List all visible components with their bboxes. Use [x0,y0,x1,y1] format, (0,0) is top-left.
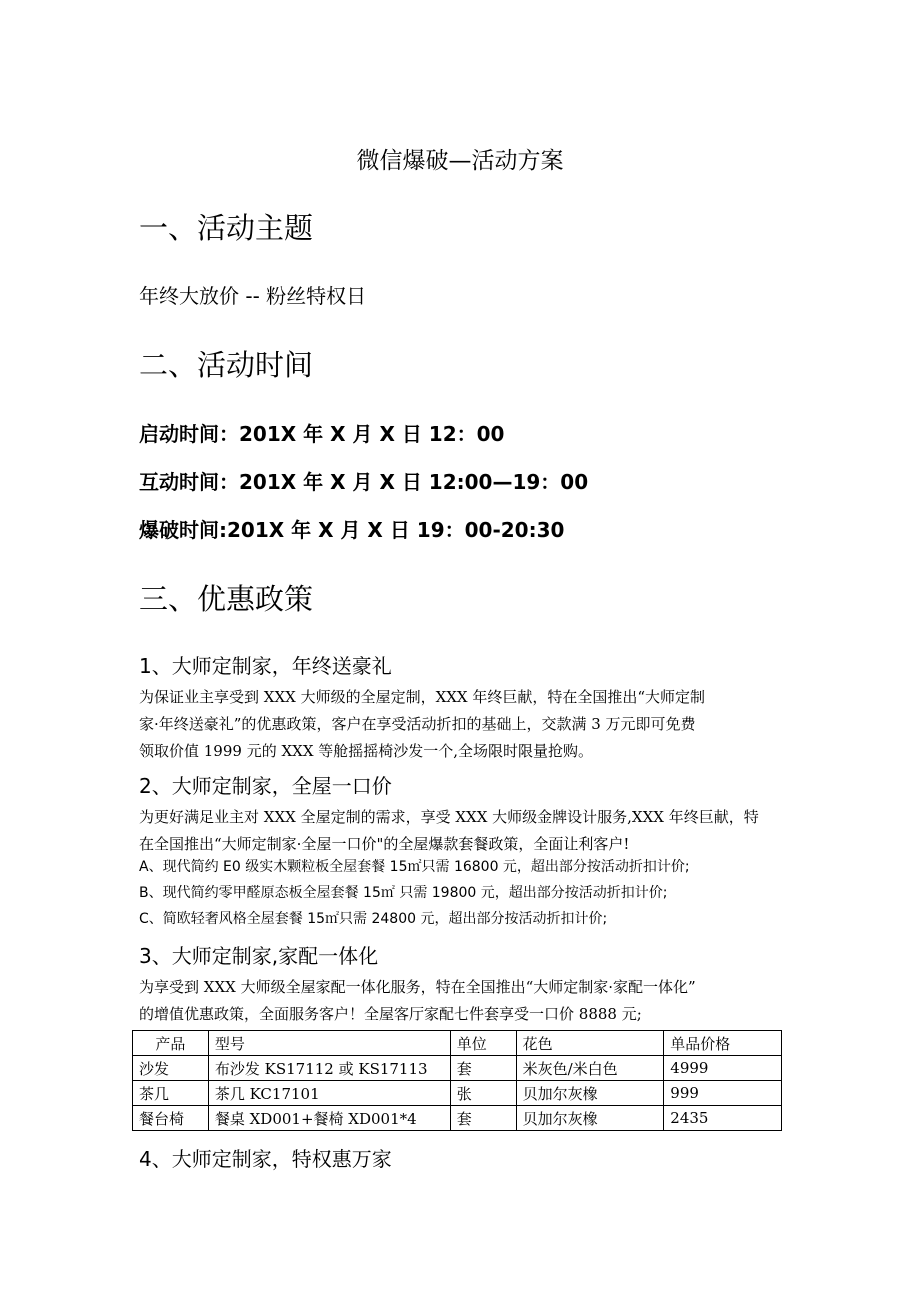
table-cell: 套 [450,1106,516,1131]
package-option-c: C、简欧轻奢风格全屋套餐 15㎡只需 24800 元，超出部分按活动折扣计价; [139,911,608,927]
table-cell: 999 [664,1081,782,1106]
table-cell: 餐桌 XD001+餐椅 XD001*4 [208,1106,450,1131]
paragraph-line: 在全国推出“大师定制家·全屋一口价"的全屋爆款套餐政策，全面让利客户! [139,835,630,853]
paragraph-line: 的增值优惠政策，全面服务客户！全屋客厅家配七件套享受一口价 8888 元; [139,1005,642,1023]
paragraph-line: 为保证业主享受到 XXX 大师级的全屋定制，XXX 年终巨献，特在全国推出“大师定制 [139,688,706,706]
table-cell: 茶几 [133,1081,209,1106]
table-header-cell: 单品价格 [664,1031,782,1056]
table-cell: 贝加尔灰橡 [516,1081,664,1106]
interact-time: 互动时间：201X 年 X 月 X 日 12:00—19：00 [139,470,589,494]
package-option-b: B、现代简约零甲醛原态板全屋套餐 15㎡ 只需 19800 元，超出部分按活动折扣计价; [139,885,668,901]
table-row [133,1106,782,1131]
policy-item-1-heading: 1、大师定制家，年终送豪礼 [139,654,392,678]
policy-item-3-paragraph [139,974,696,1028]
table-cell: 布沙发 KS17112 或 KS17113 [208,1056,450,1081]
furniture-package-table [132,1030,782,1131]
document-title: 微信爆破—活动方案 [356,148,564,174]
policy-item-2-heading: 2、大师定制家，全屋一口价 [139,774,392,798]
package-option-a: A、现代简约 E0 级实木颗粒板全屋套餐 15㎡只需 16800 元，超出部分按活动折扣计价; [139,859,690,875]
policy-item-3-heading: 3、大师定制家,家配一体化 [139,944,379,968]
section-heading-theme: 一、活动主题 [139,211,314,245]
table-cell: 茶几 KC17101 [208,1081,450,1106]
paragraph-line: 领取价值 1999 元的 XXX 等舱摇摇椅沙发一个,全场限时限量抢购。 [139,742,594,760]
paragraph-line: 家·年终送豪礼”的优惠政策，客户在享受活动折扣的基础上，交款满 3 万元即可免费 [139,715,696,733]
table-row [133,1056,782,1081]
policy-item-4-heading: 4、大师定制家，特权惠万家 [139,1147,392,1171]
table-header-cell: 花色 [516,1031,664,1056]
policy-item-2-paragraph [139,804,759,858]
table-row [133,1081,782,1106]
burst-time: 爆破时间:201X 年 X 月 X 日 19：00-20:30 [139,518,565,542]
table-header-cell: 单位 [450,1031,516,1056]
table-cell: 套 [450,1056,516,1081]
table-cell: 餐台椅 [133,1106,209,1131]
paragraph-line: 为更好满足业主对 XXX 全屋定制的需求，享受 XXX 大师级金牌设计服务,XXX 年终巨献，特 [139,808,759,826]
section-heading-policy: 三、优惠政策 [139,582,314,616]
table-cell: 贝加尔灰橡 [516,1106,664,1131]
table-header-cell: 产品 [133,1031,209,1056]
theme-text: 年终大放价 -- 粉丝特权日 [139,284,367,308]
table-cell: 沙发 [133,1056,209,1081]
table-cell: 2435 [664,1106,782,1131]
start-time: 启动时间：201X 年 X 月 X 日 12：00 [139,422,505,446]
table-cell: 米灰色/米白色 [516,1056,664,1081]
section-heading-time: 二、活动时间 [139,348,314,382]
table-cell: 张 [450,1081,516,1106]
paragraph-line: 为享受到 XXX 大师级全屋家配一体化服务，特在全国推出“大师定制家·家配一体化” [139,978,696,996]
table-cell: 4999 [664,1056,782,1081]
policy-item-1-paragraph [139,684,705,765]
table-header-row [133,1031,782,1056]
table-header-cell: 型号 [208,1031,450,1056]
